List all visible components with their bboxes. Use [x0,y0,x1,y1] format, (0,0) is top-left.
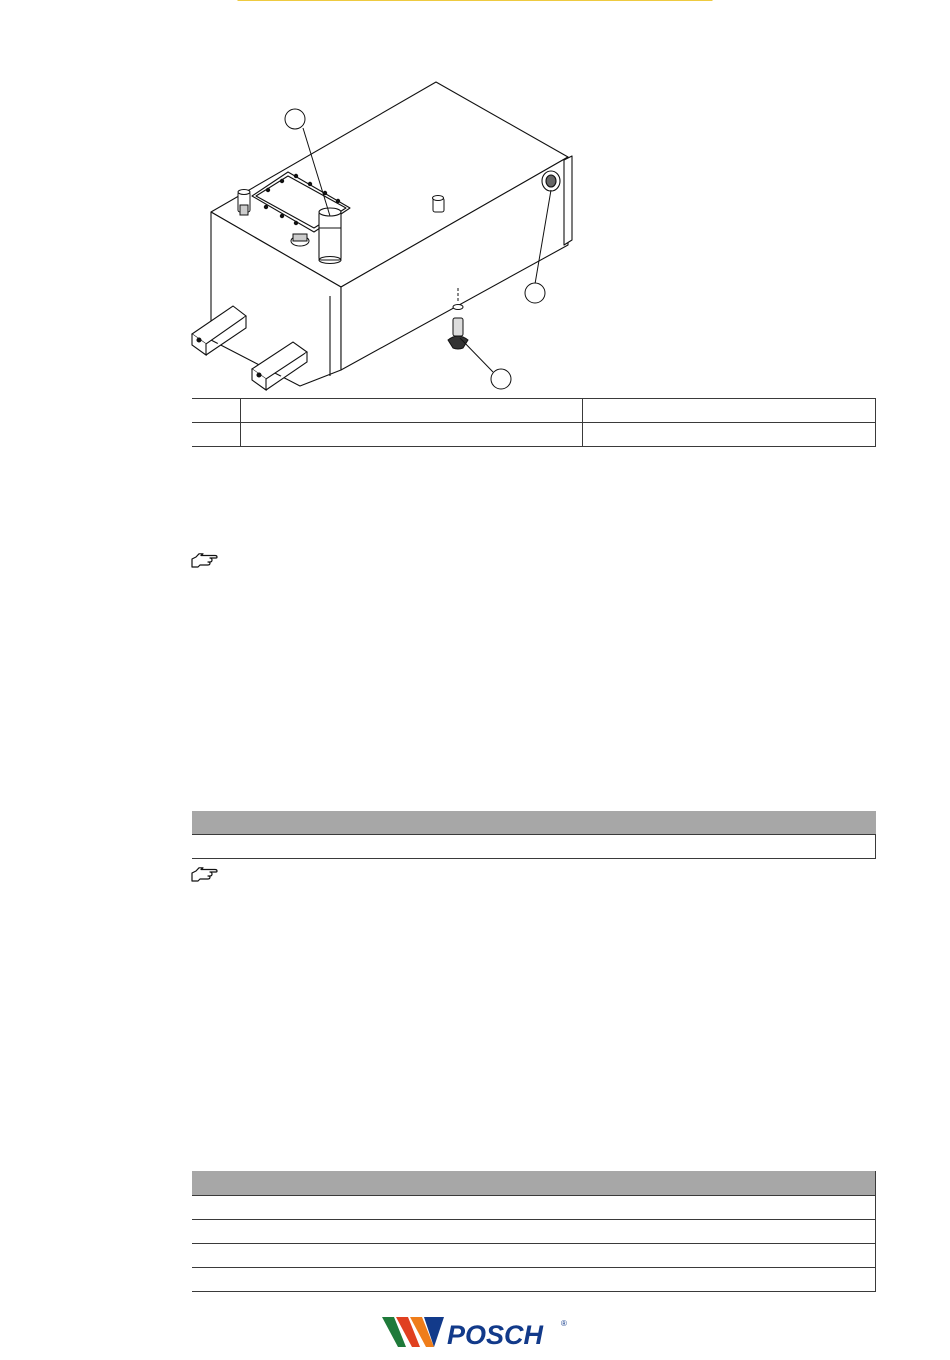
pointing-hand-icon [190,867,218,883]
table-cell [192,1244,494,1268]
table-header-row [192,1171,876,1196]
tank-illustration [185,70,585,395]
table-row [192,1196,876,1220]
table-row [192,423,876,447]
registered-mark: ® [561,1319,567,1328]
table-header-cell [494,1171,876,1196]
legend-cell [192,399,240,423]
table-header-cell [192,1171,494,1196]
table-cell [192,835,876,859]
table-cell [192,1268,494,1292]
table-row [192,399,876,423]
table-cell [494,1244,876,1268]
table-cell [192,1196,494,1220]
posch-logo [380,1314,572,1352]
figure-legend-table [192,398,876,447]
table-cell [494,1268,876,1292]
table-row [192,1220,876,1244]
table-row [192,835,876,859]
table-cell [192,1220,494,1244]
legend-cell [192,423,240,447]
legend-cell [582,399,876,423]
legend-cell [240,399,582,423]
table-cell [494,1196,876,1220]
top-accent-line [0,0,950,1]
logo-wordmark: POSCH [447,1320,544,1350]
legend-cell [240,423,582,447]
table-cell [494,1220,876,1244]
filter-cylinder [319,208,341,264]
table-row [192,1244,876,1268]
spec-table [192,811,876,859]
table-header-row [192,811,876,835]
legend-cell [582,423,876,447]
spec-table-two-column [192,1171,876,1292]
table-header-cell [192,811,876,835]
table-row [192,1268,876,1292]
pointing-hand-icon [190,553,218,569]
